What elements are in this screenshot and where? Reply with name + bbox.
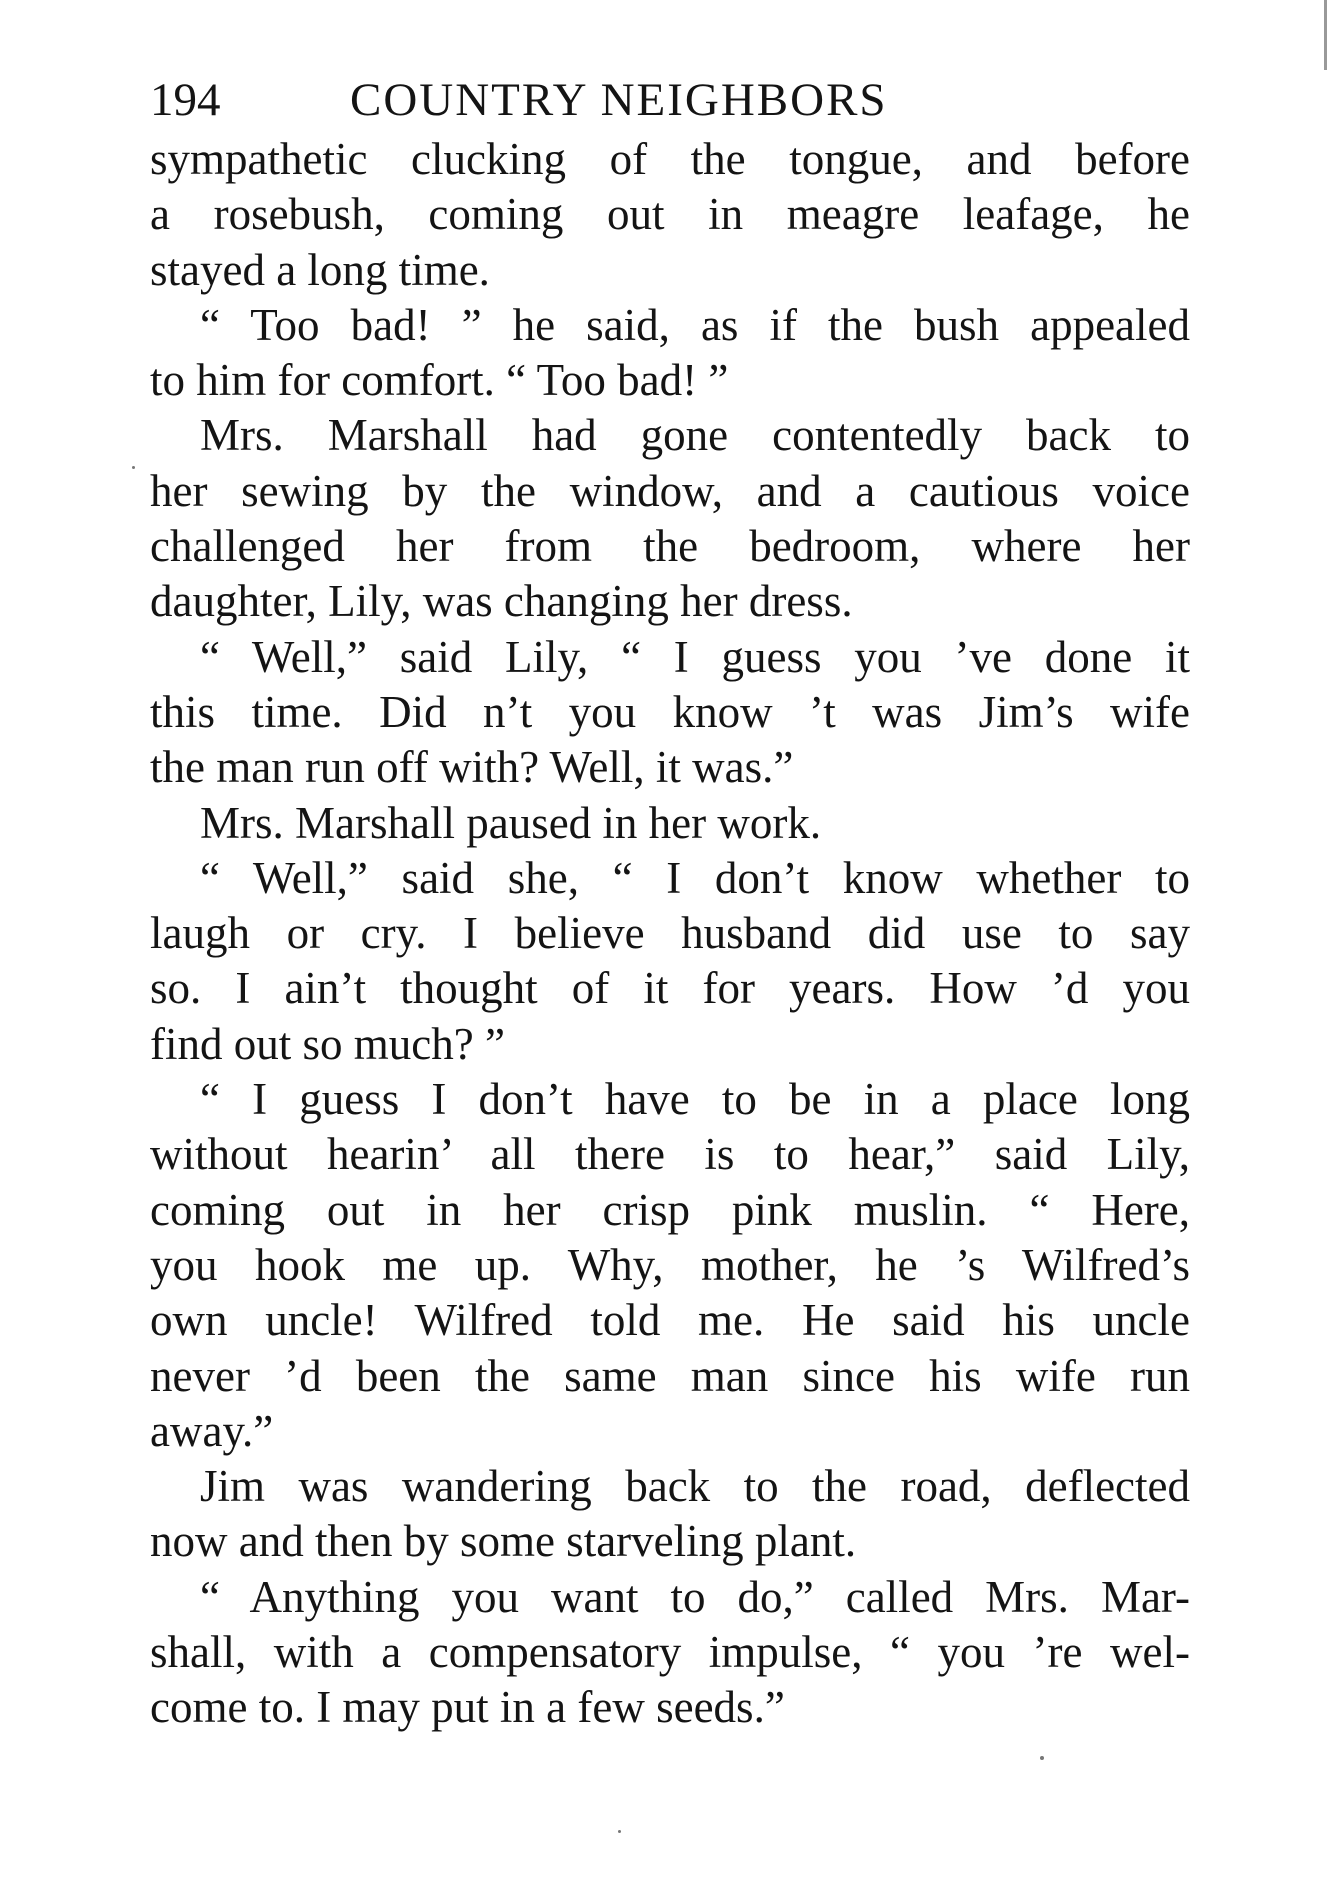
text-line: without hearin’ all there is to hear,” said Lily, [150,1129,1190,1180]
text-line: a rosebush, coming out in meagre leafage, he [150,189,1190,240]
text-line: Mrs. Marshall paused in her work. [200,797,822,848]
text-line: shall, with a compensatory impulse, “ you ’re wel- [150,1627,1190,1678]
text-line: this time. Did n’t you know ’t was Jim’s wife [150,686,1190,737]
text-line: “ I guess I don’t have to be in a place long [200,1074,1190,1125]
paragraph [150,1072,1190,1459]
text-line: away.” [150,1405,274,1456]
running-header [150,70,1190,130]
text-line: “ Well,” said she, “ I don’t know whether to [200,852,1190,903]
text-line: come to. I may put in a few seeds.” [150,1682,785,1733]
paragraph [150,1459,1190,1570]
text-line: challenged her from the bedroom, where her [150,521,1190,572]
text-line: “ Too bad! ” he said, as if the bush appealed [200,299,1190,350]
text-line: sympathetic clucking of the tongue, and before [150,134,1190,184]
book-page [150,70,1190,1736]
paragraph [150,630,1190,796]
paragraph [150,298,1190,409]
paragraph [150,1570,1190,1736]
text-line: never ’d been the same man since his wife run [150,1350,1190,1401]
page-number: 194 [150,74,221,126]
running-title: COUNTRY NEIGHBORS [350,74,888,126]
body-text [150,132,1190,1736]
text-line: daughter, Lily, was changing her dress. [150,576,853,627]
paragraph [150,851,1190,1072]
text-line: “ Well,” said Lily, “ I guess you ’ve done it [200,631,1190,682]
text-line: her sewing by the window, and a cautious voice [150,465,1190,516]
text-line: “ Anything you want to do,” called Mrs. Mar- [200,1571,1190,1622]
text-line: Mrs. Marshall had gone contentedly back to [200,410,1190,461]
text-line: own uncle! Wilfred told me. He said his uncle [150,1295,1190,1346]
text-line: so. I ain’t thought of it for years. How ’d you [150,963,1190,1014]
text-line: find out so much? ” [150,1018,505,1069]
paper-speck [132,466,135,469]
text-line: now and then by some starveling plant. [150,1516,857,1567]
text-line: to him for comfort. “ Too bad! ” [150,355,729,406]
paragraph [150,796,1190,851]
text-line: coming out in her crisp pink muslin. “ Here, [150,1184,1190,1235]
paragraph [150,408,1190,629]
text-line: Jim was wandering back to the road, deflected [200,1461,1190,1512]
text-line: the man run off with? Well, it was.” [150,742,794,793]
text-line: stayed a long time. [150,244,490,295]
text-line: laugh or cry. I believe husband did use to say [150,908,1190,959]
paper-speck [618,1830,621,1833]
paper-speck [1040,1756,1044,1760]
page-edge-mark [1324,0,1327,70]
text-line: you hook me up. Why, mother, he ’s Wilfred’s [150,1239,1190,1290]
paragraph [150,132,1190,298]
